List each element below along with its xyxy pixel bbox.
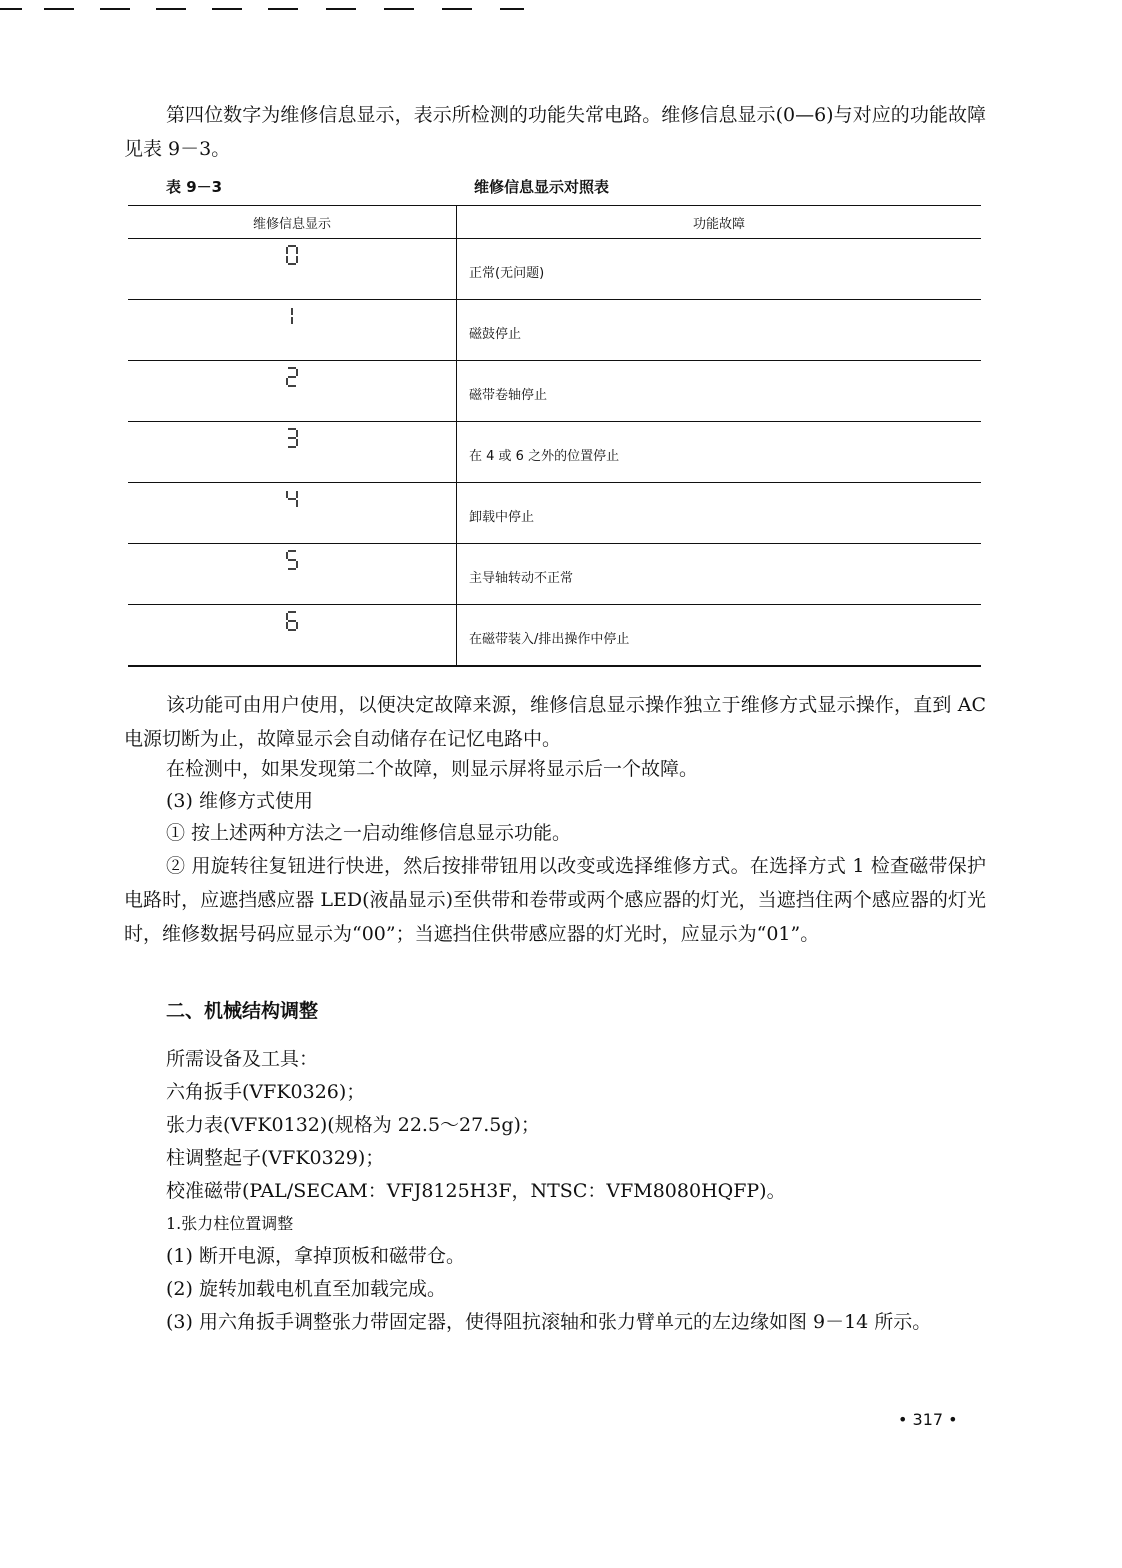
table-row — [128, 422, 981, 483]
tool-item: 柱调整起子(VFK0329)； — [166, 1147, 385, 1169]
table-caption — [166, 172, 986, 200]
fault-description: 磁带卷轴停止 — [469, 388, 548, 403]
body-paragraph-4: ① 按上述两种方法之一启动维修信息显示功能。 — [166, 822, 572, 844]
sub-heading: 1.张力柱位置调整 — [166, 1214, 294, 1233]
tool-item: 校准磁带(PAL/SECAM：VFJ8125H3F，NTSC：VFM8080HQFP)。 — [166, 1180, 786, 1202]
table-number: 表 9－3 — [166, 178, 223, 196]
seven-segment-digit — [285, 427, 299, 449]
table-header-row — [128, 206, 981, 239]
seven-segment-digit — [285, 488, 299, 510]
step-item: (3) 用六角扳手调整张力带固定器，使得阻抗滚轴和张力臂单元的左边缘如图 9－14 所示。 — [166, 1311, 932, 1333]
page-number: • 317 • — [898, 1410, 958, 1429]
display-code-cell — [128, 361, 457, 422]
table-row — [128, 483, 981, 544]
table-row — [128, 605, 981, 667]
fault-description: 正常(无问题) — [469, 266, 545, 281]
seven-segment-digit — [285, 305, 299, 327]
tool-item: 张力表(VFK0132)(规格为 22.5～27.5g)； — [166, 1114, 540, 1136]
display-code-cell — [128, 300, 457, 361]
display-code-cell — [128, 483, 457, 544]
tool-item: 六角扳手(VFK0326)； — [166, 1081, 366, 1103]
display-code-cell — [128, 239, 457, 300]
top-dash-decoration — [0, 4, 540, 14]
header-fault: 功能故障 — [457, 206, 982, 239]
maintenance-info-table — [128, 205, 981, 667]
table-row — [128, 361, 981, 422]
display-code-cell — [128, 605, 457, 667]
table-row — [128, 239, 981, 300]
fault-description: 主导轴转动不正常 — [469, 571, 574, 586]
step-item: (2) 旋转加载电机直至加载完成。 — [166, 1278, 446, 1300]
body-paragraph-5: ② 用旋转往复钮进行快进，然后按排带钮用以改变或选择维修方式。在选择方式 1 检查磁带保护电路时，应遮挡感应器 LED(液晶显示)至供带和卷带或两个感应器的灯光，当遮挡住两个感应器的灯光时，维修数据号码应显示为“00”；当遮挡住供带感应器的灯光时，应显示为“01”。 — [124, 855, 986, 945]
fault-description: 卸载中停止 — [469, 510, 535, 525]
body-paragraph-3: (3) 维修方式使用 — [166, 790, 313, 812]
display-code-cell — [128, 544, 457, 605]
seven-segment-digit — [285, 244, 299, 266]
fault-description: 在 4 或 6 之外的位置停止 — [469, 449, 620, 464]
tools-intro: 所需设备及工具： — [166, 1048, 319, 1070]
fault-description: 磁鼓停止 — [469, 327, 522, 342]
section-heading: 二、机械结构调整 — [166, 1000, 319, 1022]
header-display: 维修信息显示 — [128, 206, 457, 239]
body-paragraph-1: 该功能可由用户使用，以便决定故障来源，维修信息显示操作独立于维修方式显示操作，直到 AC 电源切断为止，故障显示会自动储存在记忆电路中。 — [124, 694, 986, 750]
body-paragraph-2: 在检测中，如果发现第二个故障，则显示屏将显示后一个故障。 — [166, 758, 699, 780]
seven-segment-digit — [285, 549, 299, 571]
step-item: (1) 断开电源，拿掉顶板和磁带仓。 — [166, 1245, 465, 1267]
seven-segment-digit — [285, 366, 299, 388]
table-row — [128, 300, 981, 361]
display-code-cell — [128, 422, 457, 483]
fault-description: 在磁带装入/排出操作中停止 — [469, 632, 630, 647]
seven-segment-digit — [285, 610, 299, 632]
table-title: 维修信息显示对照表 — [474, 178, 610, 196]
intro-paragraph: 第四位数字为维修信息显示，表示所检测的功能失常电路。维修信息显示(0—6)与对应的功能故障见表 9－3。 — [124, 104, 986, 160]
table-row — [128, 544, 981, 605]
